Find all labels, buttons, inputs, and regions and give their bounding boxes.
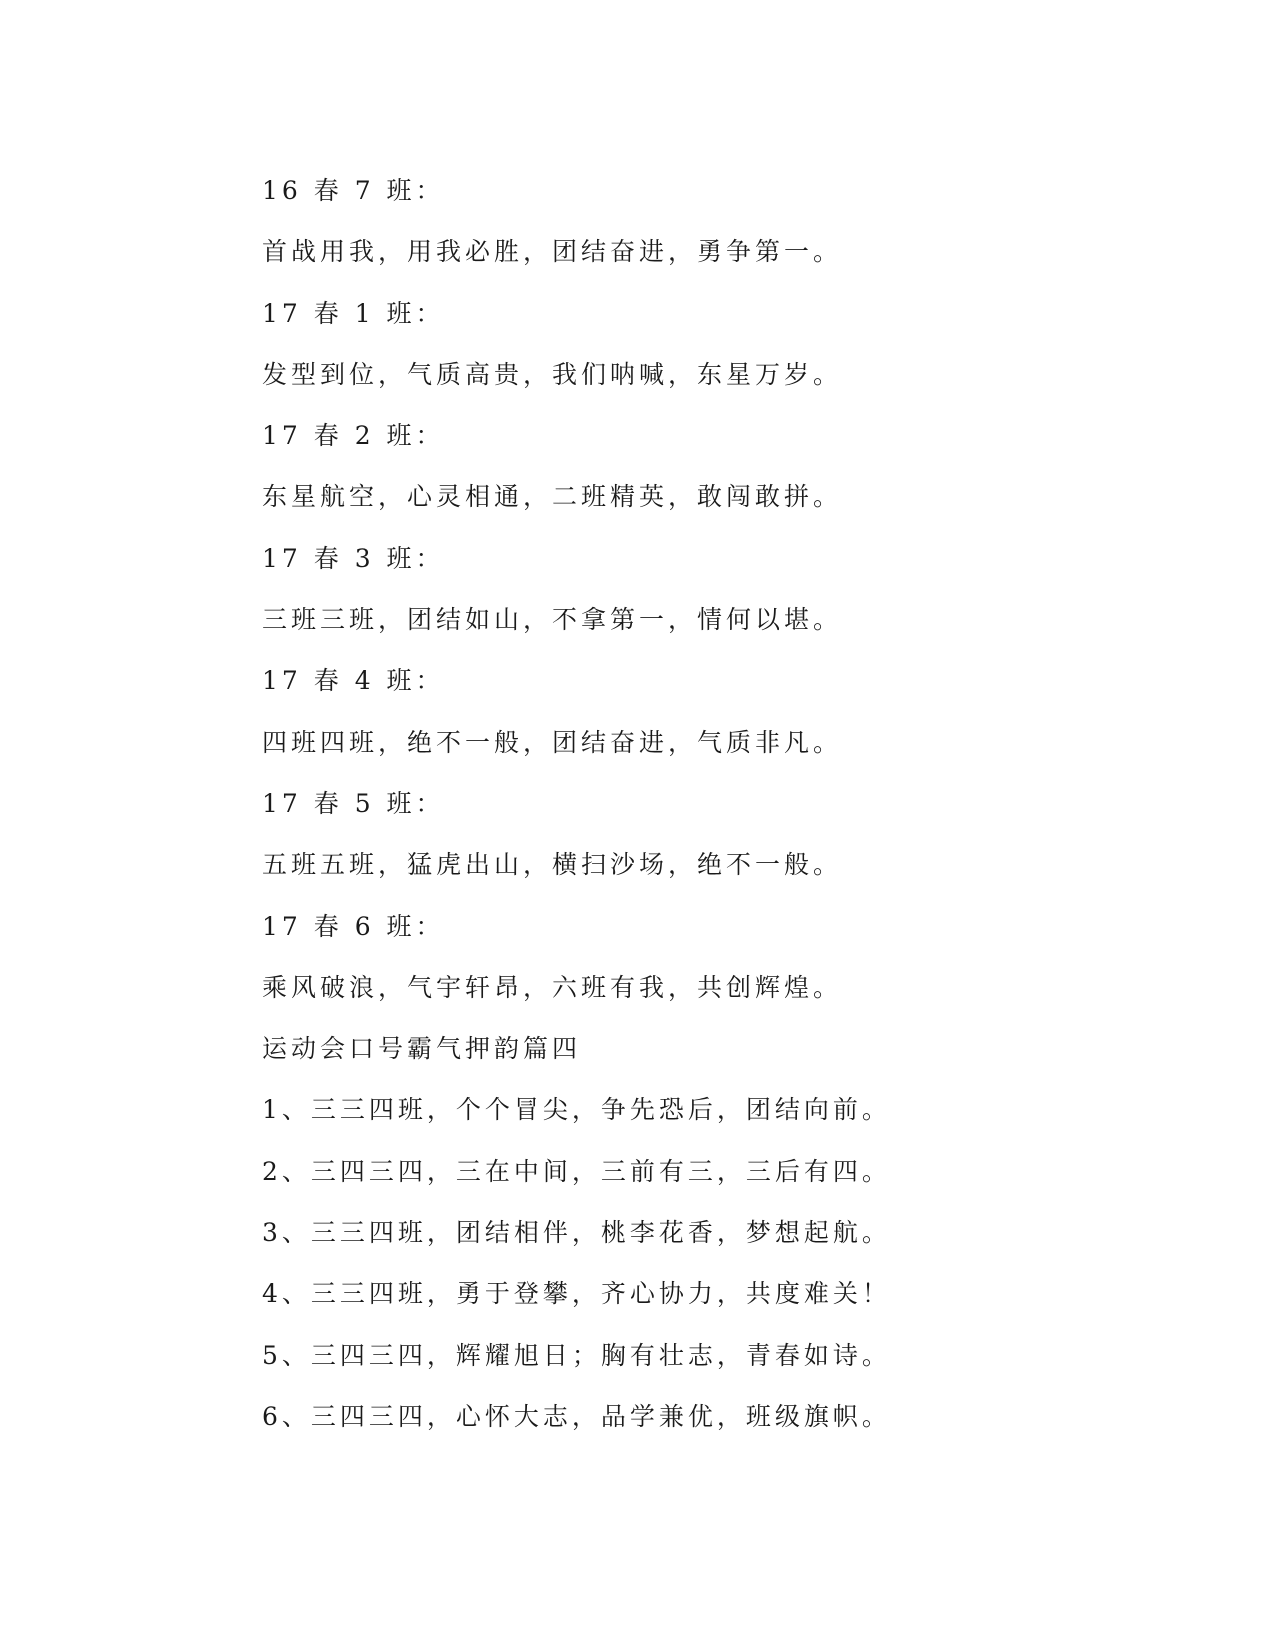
slogan-17-6: 乘风破浪，气宇轩昂，六班有我，共创辉煌。 xyxy=(262,972,843,1002)
class-heading-17-4: 17 春 4 班： xyxy=(262,666,445,696)
class-heading-17-5: 17 春 5 班： xyxy=(262,788,445,818)
slogan-17-3: 三班三班，团结如山，不拿第一，情何以堪。 xyxy=(262,605,843,635)
list-item-3: 3、三三四班，团结相伴，桃李花香，梦想起航。 xyxy=(262,1218,891,1248)
slogan-16-7: 首战用我，用我必胜，团结奋进，勇争第一。 xyxy=(262,237,843,267)
list-item-6: 6、三四三四，心怀大志，品学兼优，班级旗帜。 xyxy=(262,1401,891,1431)
section-heading: 运动会口号霸气押韵篇四 xyxy=(262,1034,582,1064)
class-heading-17-3: 17 春 3 班： xyxy=(262,543,445,573)
slogan-17-4: 四班四班，绝不一般，团结奋进，气质非凡。 xyxy=(262,727,843,757)
list-item-5: 5、三四三四，辉耀旭日；胸有壮志，青春如诗。 xyxy=(262,1340,891,1370)
slogan-17-5: 五班五班，猛虎出山，横扫沙场，绝不一般。 xyxy=(262,850,843,880)
slogan-17-2: 东星航空，心灵相通，二班精英，敢闯敢拼。 xyxy=(262,482,843,512)
class-heading-17-1: 17 春 1 班： xyxy=(262,298,445,328)
list-item-2: 2、三四三四，三在中间，三前有三，三后有四。 xyxy=(262,1156,891,1186)
list-item-4: 4、三三四班，勇于登攀，齐心协力，共度难关！ xyxy=(262,1279,891,1309)
class-heading-17-6: 17 春 6 班： xyxy=(262,911,445,941)
class-heading-16-7: 16 春 7 班： xyxy=(262,176,445,205)
slogan-17-1: 发型到位，气质高贵，我们呐喊，东星万岁。 xyxy=(262,359,843,389)
list-item-1: 1、三三四班，个个冒尖，争先恐后，团结向前。 xyxy=(262,1095,891,1125)
class-heading-17-2: 17 春 2 班： xyxy=(262,421,445,451)
document-body xyxy=(262,160,1022,1447)
